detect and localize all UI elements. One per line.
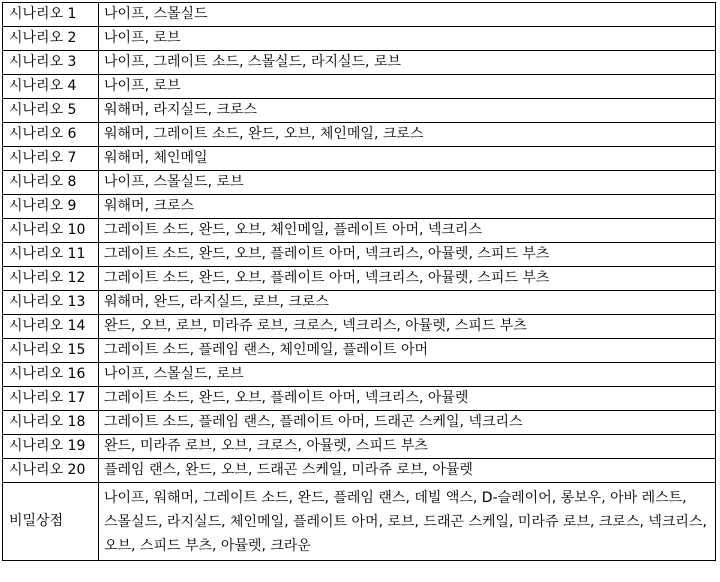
scenario-items-cell: 완드, 오브, 로브, 미라쥬 로브, 크로스, 넥크리스, 아뮬렛, 스피드 부츠	[99, 315, 716, 339]
scenario-name-cell: 시나리오 11	[3, 243, 99, 267]
table-row	[3, 411, 716, 435]
scenario-items-cell: 그레이트 소드, 완드, 오브, 플레이트 아머, 넥크리스, 아뮬렛	[99, 387, 716, 411]
secret-shop-items-cell: 나이프, 워해머, 그레이트 소드, 완드, 플레임 랜스, 데빌 액스, D-슬레이어, 롱보우, 아바 레스트, 스몰실드, 라지실드, 체인메일, 플레이트 아머, 로브, 드래곤 스케일, 미라쥬 로브, 크로스, 넥크리스, 오브, 스피드 부츠, 아뮬렛, 크라운	[99, 483, 716, 561]
scenario-items-cell: 나이프, 스몰실드	[99, 3, 716, 27]
scenario-name-cell: 시나리오 8	[3, 171, 99, 195]
table-row	[3, 291, 716, 315]
table-row	[3, 75, 716, 99]
scenario-name-cell: 시나리오 16	[3, 363, 99, 387]
scenario-table-body	[3, 3, 716, 561]
scenario-item-table	[2, 2, 716, 561]
scenario-name-cell: 시나리오 12	[3, 267, 99, 291]
scenario-name-cell: 시나리오 4	[3, 75, 99, 99]
scenario-name-cell: 시나리오 15	[3, 339, 99, 363]
scenario-items-cell: 나이프, 스몰실드, 로브	[99, 363, 716, 387]
scenario-name-cell: 시나리오 17	[3, 387, 99, 411]
scenario-name-cell: 시나리오 14	[3, 315, 99, 339]
table-row	[3, 387, 716, 411]
secret-shop-name-cell: 비밀상점	[3, 483, 99, 561]
scenario-name-cell: 시나리오 13	[3, 291, 99, 315]
scenario-items-cell: 나이프, 로브	[99, 27, 716, 51]
scenario-name-cell: 시나리오 10	[3, 219, 99, 243]
scenario-items-cell: 그레이트 소드, 완드, 오브, 플레이트 아머, 넥크리스, 아뮬렛, 스피드 부츠	[99, 267, 716, 291]
scenario-items-cell: 워해머, 그레이트 소드, 완드, 오브, 체인메일, 크로스	[99, 123, 716, 147]
scenario-name-cell: 시나리오 5	[3, 99, 99, 123]
table-row	[3, 363, 716, 387]
scenario-items-cell: 플레임 랜스, 완드, 오브, 드래곤 스케일, 미라쥬 로브, 아뮬렛	[99, 459, 716, 483]
scenario-items-cell: 완드, 미라쥬 로브, 오브, 크로스, 아뮬렛, 스피드 부츠	[99, 435, 716, 459]
table-row	[3, 51, 716, 75]
scenario-name-cell: 시나리오 1	[3, 3, 99, 27]
table-row	[3, 219, 716, 243]
table-row	[3, 99, 716, 123]
table-row	[3, 267, 716, 291]
scenario-items-cell: 워해머, 완드, 라지실드, 로브, 크로스	[99, 291, 716, 315]
table-row	[3, 195, 716, 219]
table-row	[3, 3, 716, 27]
scenario-name-cell: 시나리오 3	[3, 51, 99, 75]
table-row	[3, 243, 716, 267]
scenario-items-cell: 그레이트 소드, 플레임 랜스, 플레이트 아머, 드래곤 스케일, 넥크리스	[99, 411, 716, 435]
table-row	[3, 459, 716, 483]
scenario-items-cell: 워해머, 크로스	[99, 195, 716, 219]
scenario-name-cell: 시나리오 20	[3, 459, 99, 483]
table-row	[3, 123, 716, 147]
scenario-name-cell: 시나리오 7	[3, 147, 99, 171]
scenario-items-cell: 나이프, 로브	[99, 75, 716, 99]
scenario-items-cell: 그레이트 소드, 완드, 오브, 체인메일, 플레이트 아머, 넥크리스	[99, 219, 716, 243]
scenario-items-cell: 나이프, 스몰실드, 로브	[99, 171, 716, 195]
scenario-name-cell: 시나리오 2	[3, 27, 99, 51]
scenario-items-cell: 그레이트 소드, 플레임 랜스, 체인메일, 플레이트 아머	[99, 339, 716, 363]
secret-shop-row	[3, 483, 716, 561]
scenario-name-cell: 시나리오 19	[3, 435, 99, 459]
scenario-items-cell: 워해머, 체인메일	[99, 147, 716, 171]
table-row	[3, 27, 716, 51]
scenario-items-cell: 워해머, 라지실드, 크로스	[99, 99, 716, 123]
table-row	[3, 171, 716, 195]
table-row	[3, 435, 716, 459]
table-row	[3, 147, 716, 171]
table-row	[3, 315, 716, 339]
scenario-name-cell: 시나리오 18	[3, 411, 99, 435]
scenario-items-cell: 그레이트 소드, 완드, 오브, 플레이트 아머, 넥크리스, 아뮬렛, 스피드 부츠	[99, 243, 716, 267]
table-row	[3, 339, 716, 363]
scenario-name-cell: 시나리오 9	[3, 195, 99, 219]
scenario-name-cell: 시나리오 6	[3, 123, 99, 147]
scenario-items-cell: 나이프, 그레이트 소드, 스몰실드, 라지실드, 로브	[99, 51, 716, 75]
